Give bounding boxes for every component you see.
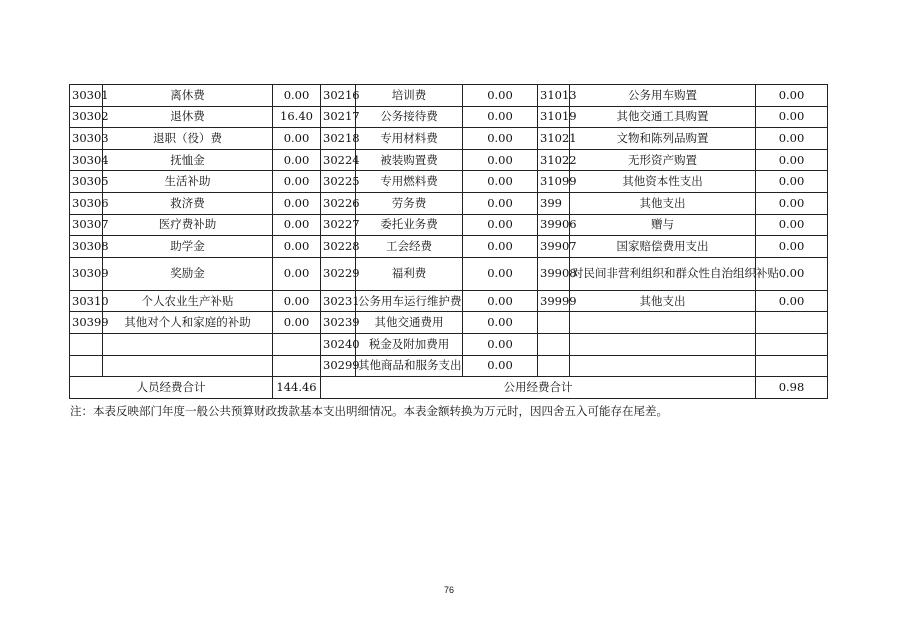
expense-code: 30229 xyxy=(321,257,356,290)
expense-name: 对民间非营利组织和群众性自治组织补贴 xyxy=(570,257,756,290)
expense-code xyxy=(70,333,103,355)
expense-name: 助学金 xyxy=(103,236,273,258)
expense-amount xyxy=(273,355,321,377)
public-total-value: 0.98 xyxy=(756,377,828,399)
expense-name: 医疗费补助 xyxy=(103,214,273,236)
table-note: 注：本表反映部门年度一般公共预算财政拨款基本支出明细情况。本表金额转换为万元时，因四舍五入可能存在尾差。 xyxy=(70,404,668,418)
expense-amount: 0.00 xyxy=(273,236,321,258)
expense-amount: 0.00 xyxy=(756,128,828,150)
expense-amount: 0.00 xyxy=(463,106,538,128)
expense-code: 30301 xyxy=(70,85,103,107)
expense-name xyxy=(570,355,756,377)
page-number: 76 xyxy=(443,585,454,595)
expense-code: 30399 xyxy=(70,312,103,334)
expense-code: 30299 xyxy=(321,355,356,377)
table-row xyxy=(70,171,828,193)
table-row xyxy=(70,333,828,355)
expense-code xyxy=(538,333,570,355)
expense-name xyxy=(103,333,273,355)
expense-name: 无形资产购置 xyxy=(570,149,756,171)
expense-amount: 16.40 xyxy=(273,106,321,128)
expense-amount: 0.00 xyxy=(756,106,828,128)
expense-name xyxy=(103,355,273,377)
expense-name xyxy=(570,333,756,355)
table-row xyxy=(70,106,828,128)
expense-amount xyxy=(273,333,321,355)
table-row xyxy=(70,355,828,377)
expense-code: 30310 xyxy=(70,290,103,312)
expense-code: 39907 xyxy=(538,236,570,258)
expense-name: 被装购置费 xyxy=(356,149,463,171)
expense-amount: 0.00 xyxy=(463,128,538,150)
expense-amount: 0.00 xyxy=(273,290,321,312)
expense-name: 劳务费 xyxy=(356,192,463,214)
expense-code: 399 xyxy=(538,192,570,214)
expense-amount: 0.00 xyxy=(756,149,828,171)
expense-code: 30216 xyxy=(321,85,356,107)
table-row xyxy=(70,149,828,171)
expense-name: 委托业务费 xyxy=(356,214,463,236)
expense-name: 个人农业生产补贴 xyxy=(103,290,273,312)
expense-name: 退职（役）费 xyxy=(103,128,273,150)
expense-code: 30308 xyxy=(70,236,103,258)
expense-amount: 0.00 xyxy=(463,355,538,377)
expense-name: 公务用车运行维护费 xyxy=(356,290,463,312)
expense-amount: 0.00 xyxy=(273,312,321,334)
expense-code: 30224 xyxy=(321,149,356,171)
table-row xyxy=(70,236,828,258)
expense-name: 公务用车购置 xyxy=(570,85,756,107)
expense-name: 其他交通工具购置 xyxy=(570,106,756,128)
expense-name: 救济费 xyxy=(103,192,273,214)
expense-amount: 0.00 xyxy=(273,257,321,290)
expense-code: 39999 xyxy=(538,290,570,312)
expense-code: 30303 xyxy=(70,128,103,150)
expense-amount: 0.00 xyxy=(756,214,828,236)
expense-code: 30305 xyxy=(70,171,103,193)
expense-code: 31019 xyxy=(538,106,570,128)
personnel-total-label: 人员经费合计 xyxy=(70,377,273,399)
expense-name: 文物和陈列品购置 xyxy=(570,128,756,150)
personnel-total-value: 144.46 xyxy=(273,377,321,399)
expense-amount: 0.00 xyxy=(463,236,538,258)
expense-name: 培训费 xyxy=(356,85,463,107)
expense-amount: 0.00 xyxy=(273,192,321,214)
expense-amount xyxy=(756,333,828,355)
expense-code xyxy=(538,355,570,377)
expense-amount: 0.00 xyxy=(273,171,321,193)
expense-code: 30307 xyxy=(70,214,103,236)
expense-code: 30304 xyxy=(70,149,103,171)
expense-name: 奖励金 xyxy=(103,257,273,290)
expense-name: 退休费 xyxy=(103,106,273,128)
expense-code: 30217 xyxy=(321,106,356,128)
table-row xyxy=(70,312,828,334)
expense-amount: 0.00 xyxy=(756,290,828,312)
expense-amount: 0.00 xyxy=(463,149,538,171)
expense-name: 其他资本性支出 xyxy=(570,171,756,193)
totals-row xyxy=(70,377,828,399)
expense-amount: 0.00 xyxy=(463,85,538,107)
expense-name: 其他支出 xyxy=(570,290,756,312)
expense-name: 其他交通费用 xyxy=(356,312,463,334)
expense-code xyxy=(70,355,103,377)
expense-name: 专用燃料费 xyxy=(356,171,463,193)
expense-amount: 0.00 xyxy=(463,192,538,214)
expense-name: 公务接待费 xyxy=(356,106,463,128)
expense-name: 离休费 xyxy=(103,85,273,107)
table-row xyxy=(70,214,828,236)
table-row xyxy=(70,257,828,290)
table-row xyxy=(70,290,828,312)
expense-code: 30225 xyxy=(321,171,356,193)
expense-code: 30302 xyxy=(70,106,103,128)
expense-name: 其他对个人和家庭的补助 xyxy=(103,312,273,334)
expense-name: 其他支出 xyxy=(570,192,756,214)
expense-code: 30240 xyxy=(321,333,356,355)
expense-code: 30218 xyxy=(321,128,356,150)
table-row xyxy=(70,85,828,107)
expense-code: 30239 xyxy=(321,312,356,334)
expense-amount: 0.00 xyxy=(463,171,538,193)
expense-amount xyxy=(756,312,828,334)
expense-name: 福利费 xyxy=(356,257,463,290)
expense-amount: 0.00 xyxy=(273,149,321,171)
expense-name: 生活补助 xyxy=(103,171,273,193)
expense-code xyxy=(538,312,570,334)
expense-amount xyxy=(756,355,828,377)
expense-amount: 0.00 xyxy=(463,214,538,236)
basic-expenditure-table xyxy=(69,84,828,399)
expense-amount: 0.00 xyxy=(463,290,538,312)
expense-code: 30227 xyxy=(321,214,356,236)
expense-name: 税金及附加费用 xyxy=(356,333,463,355)
expense-name xyxy=(570,312,756,334)
expense-code: 31022 xyxy=(538,149,570,171)
expense-amount: 0.00 xyxy=(756,236,828,258)
expense-amount: 0.00 xyxy=(273,214,321,236)
expense-amount: 0.00 xyxy=(756,192,828,214)
expense-amount: 0.00 xyxy=(756,257,828,290)
expense-amount: 0.00 xyxy=(273,128,321,150)
table-body xyxy=(70,85,828,399)
table-row xyxy=(70,128,828,150)
expense-code: 39906 xyxy=(538,214,570,236)
expense-name: 国家赔偿费用支出 xyxy=(570,236,756,258)
expense-name: 抚恤金 xyxy=(103,149,273,171)
expense-code: 30226 xyxy=(321,192,356,214)
expense-name: 工会经费 xyxy=(356,236,463,258)
expense-name: 专用材料费 xyxy=(356,128,463,150)
expense-code: 30306 xyxy=(70,192,103,214)
expense-amount: 0.00 xyxy=(463,257,538,290)
expense-amount: 0.00 xyxy=(463,312,538,334)
table-row xyxy=(70,192,828,214)
expense-amount: 0.00 xyxy=(756,171,828,193)
expense-code: 30228 xyxy=(321,236,356,258)
expense-code: 30309 xyxy=(70,257,103,290)
expense-name: 其他商品和服务支出 xyxy=(356,355,463,377)
expense-code: 31021 xyxy=(538,128,570,150)
expense-name: 赠与 xyxy=(570,214,756,236)
expense-code: 31013 xyxy=(538,85,570,107)
expense-code: 30231 xyxy=(321,290,356,312)
expense-amount: 0.00 xyxy=(273,85,321,107)
expense-code: 31099 xyxy=(538,171,570,193)
expense-code: 39908 xyxy=(538,257,570,290)
expense-amount: 0.00 xyxy=(463,333,538,355)
expense-amount: 0.00 xyxy=(756,85,828,107)
public-total-label: 公用经费合计 xyxy=(321,377,756,399)
